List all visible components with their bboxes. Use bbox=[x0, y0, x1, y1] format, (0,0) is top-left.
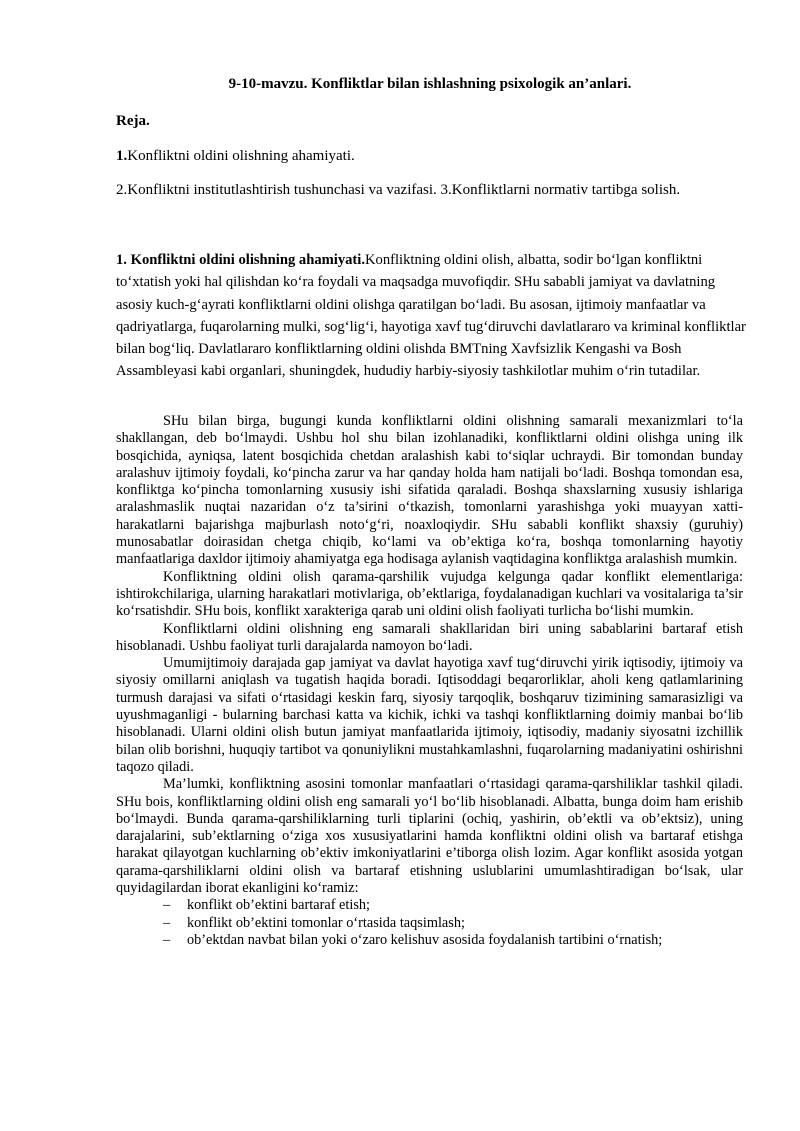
plan-item-1-text: Konfliktni oldini olishning ahamiyati. bbox=[127, 148, 355, 164]
dash-bullet: – bbox=[163, 914, 171, 931]
section-1-intro bbox=[116, 249, 746, 383]
plan-item-2-3: 2.Konfliktni institutlashtirish tushunchasi va vazifasi. 3.Konfliktlarni normativ tartibga solish. bbox=[116, 182, 681, 198]
paragraph: Umumijtimoiy darajada gap jamiyat va davlat hayotiga xavf tug‘diruvchi yirik iqtisodiy, ijtimoiy va siyosiy omillarni aniqlash va tugatish haqida boradi. Iqtisoddagi beqarorliklar, aholi keng qatlamlarining turmush darajasi va sifati o‘rtasidagi keskin farq, siyosiy tarqoqlik, boshqaruv tizimining samarasizligi va uyushmaganligi - bularning barchasi katta va kichik, ichki va tashqi konfliktlarning doimiy manbai bo‘lib hisoblanadi. Ularni oldini olish butun jamiyat manfaatlarida ijtimoiy, iqtisodiy, madaniy siyosatni izchillik bilan olib borishni, huquqiy tartibot va qonuniylikni mustahkamlashni, fuqarolarning madaniyatini oshirishni taqozo qiladi. bbox=[116, 655, 743, 775]
body-text bbox=[116, 413, 743, 949]
dash-bullet: – bbox=[163, 931, 171, 948]
section-1-text: Konfliktning oldini olish, albatta, sodir bo‘lgan konfliktni to‘xtatish yoki hal qilishdan ko‘ra foydali va maqsadga muvofiqdir. SHu sababli jamiyat va davlatning asosiy kuch-g‘ayrati konfliktlarni oldini olishga qaratilgan bo‘ladi. Bu asosan, ijtimoiy manfaatlar va qadriyatlarga, fuqarolarning mulki, sog‘lig‘i, hayotiga xavf tug‘diruvchi davlatlararo va kriminal konfliktlar bilan bog‘liq. Davlatlararo konfliktlarning oldini olishda BMTning Xavfsizlik Kengashi va Bosh Assambleyasi kabi organlari, shuningdek, hududiy harbiy-siyosiy tashkilotlar muhim o‘rin tutadilar. bbox=[116, 252, 746, 380]
document-title: 9-10-mavzu. Konfliktlar bilan ishlashning psixologik an’anlari. bbox=[228, 76, 632, 92]
list-item-text: konflikt ob’ektini bartaraf etish; bbox=[187, 897, 371, 914]
list-item bbox=[116, 932, 743, 949]
dash-bullet: – bbox=[163, 897, 171, 914]
section-1-heading: 1. Konfliktni oldini olishning ahamiyati. bbox=[116, 252, 365, 268]
paragraph: SHu bilan birga, bugungi kunda konfliktlarni oldini olishning samarali mexanizmlari to‘la shakllangan, deb bo‘lmaydi. Ushbu hol shu bilan izohlanadiki, konfliktlarni oldini olishga uning ilk bosqichida, ayniqsa, latent bosqichida chetdan aralashish kabi to‘siqlar uchraydi. Bir tomondan bunday aralashuv ijtimoiy foydali, ko‘pincha zarur va har qanday holda ham natijali bo‘ladi. Boshqa tomondan esa, konfliktga ko‘pincha tomonlarning xususiy ishi sifatida qaraladi. Boshqa shaxslarning xususiy ishlariga aralashmaslik nuqtai nazaridan o‘z ta’sirini o‘tkazish, tomonlarni yarashishga yoki muayyan xatti-harakatlarni bajarishga majburlash noto‘g‘ri, noaxloqiydir. SHu sababli konflikt shaxsiy (guruhiy) munosabatlar doirasidan chetga chiqib, ko‘lami va ob’ektiga ko‘ra, boshqa tomonlarning hayotiy manfaatlariga daxldor ijtimoiy ahamiyatga ega hodisaga aylanish vaqtidagina konfliktga aralashish mumkin. bbox=[116, 413, 743, 568]
paragraph: Konfliktlarni oldini olishning eng samarali shakllaridan biri uning sabablarini bartaraf etish hisoblanadi. Ushbu faoliyat turli darajalarda namoyon bo‘ladi. bbox=[116, 620, 743, 654]
list-item bbox=[116, 915, 743, 932]
paragraph: Konfliktning oldini olish qarama-qarshilik vujudga kelgunga qadar konflikt elementlariga: ishtirokchilariga, ularning harakatlari motivlariga, ob’ektlariga, foydalanadigan kuchlari va vositalariga ta’sir ko‘rsatishdir. SHu bois, konflikt xarakteriga qarab uni oldini olish faoliyati turlicha bo‘lishi mumkin. bbox=[116, 568, 743, 620]
list-item-text: konflikt ob’ektini tomonlar o‘rtasida taqsimlash; bbox=[187, 914, 465, 931]
list-item bbox=[116, 897, 743, 914]
plan-heading: Reja. bbox=[116, 113, 150, 129]
paragraph: Ma’lumki, konfliktning asosini tomonlar manfaatlari o‘rtasidagi qarama-qarshiliklar tashkil qiladi. SHu bois, konfliktlarning oldini olish eng samarali yo‘l bo‘lib hisoblanadi. Albatta, bunga doim ham erishib bo‘lmaydi. Bunda qarama-qarshiliklarning turli tiplarini (ochiq, yashirin, ob’ektli va ob’ektsiz), uning darajalarini, sub’ektlarning o‘ziga xos xususiyatlarini hamda konfliktni oldini olish va bartaraf etishga harakat qilayotgan kuchlarning ob’ektiv imkoniyatlarini e’tiborga olish lozim. Agar konflikt asosida yotgan qarama-qarshiliklarni oldini olish va bartaraf etishning uslublarini umumlashtiradigan bo‘lsak, ular quyidagilardan iborat ekanligini ko‘ramiz: bbox=[116, 776, 743, 897]
list-item-text: ob’ektdan navbat bilan yoki o‘zaro kelishuv asosida foydalanish tartibini o‘rnatish; bbox=[187, 931, 663, 948]
plan-item-1 bbox=[116, 148, 355, 165]
method-list bbox=[116, 897, 743, 949]
plan-item-1-number: 1. bbox=[116, 148, 128, 164]
